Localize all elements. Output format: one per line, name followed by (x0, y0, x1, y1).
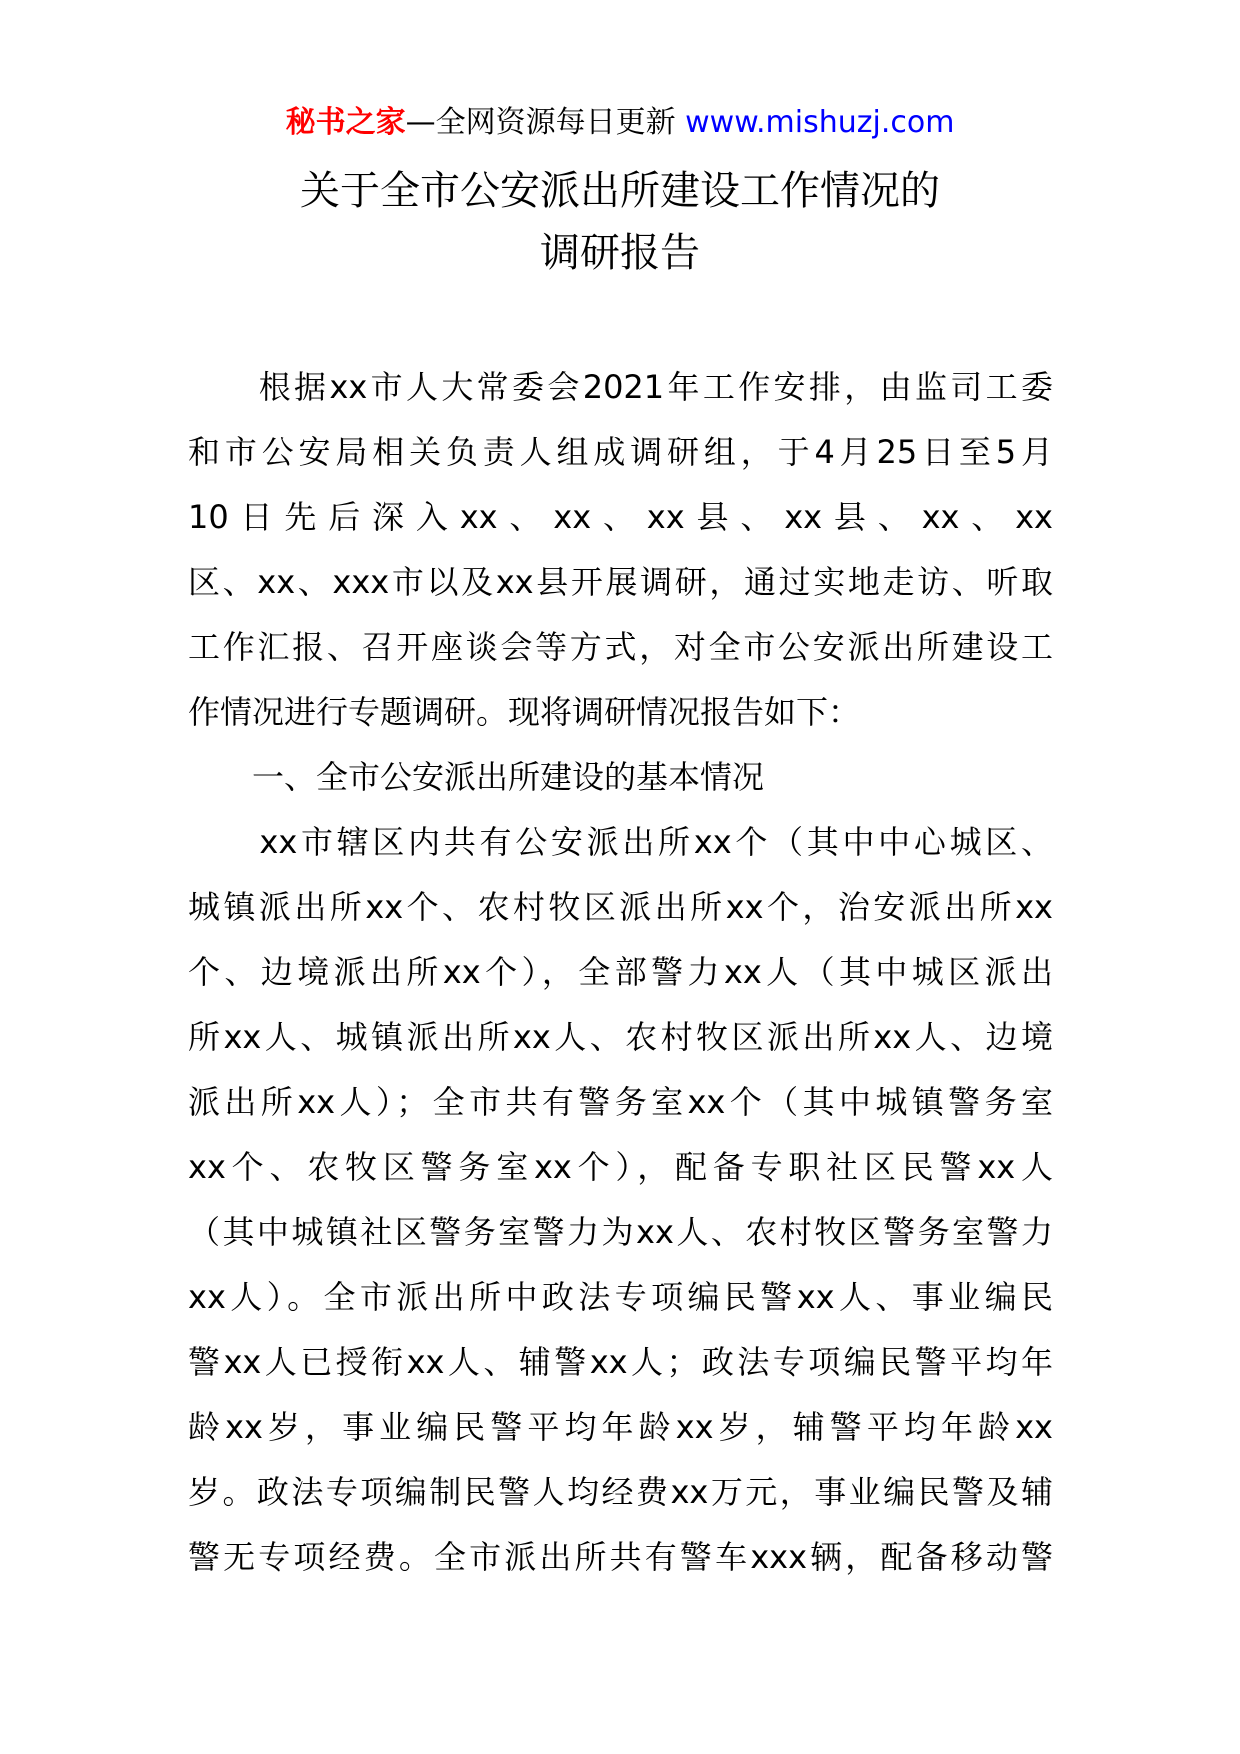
section-heading: 一、全市公安派出所建设的基本情况 (188, 758, 765, 796)
body-line: 和市公安局相关负责人组成调研组，于4月25日至5月 (188, 433, 1053, 471)
body-line: 10日先后深入xx、xx、xx县、xx县、xx、xx (188, 498, 1053, 536)
body-line: xx市辖区内共有公安派出所xx个（其中中心城区、 (188, 823, 1053, 861)
header-tagline: —全网资源每日更新 (405, 105, 676, 140)
site-url-link[interactable]: www.mishuzj.com (685, 105, 955, 140)
document-body (188, 355, 1053, 1590)
title-line-1: 关于全市公安派出所建设工作情况的 (300, 168, 940, 214)
body-line: 根据xx市人大常委会2021年工作安排，由监司工委 (188, 368, 1053, 406)
body-line: （其中城镇社区警务室警力为xx人、农村牧区警务室警力 (188, 1213, 1053, 1251)
body-line: 派出所xx人）；全市共有警务室xx个（其中城镇警务室 (188, 1083, 1053, 1121)
site-header (0, 100, 1240, 146)
document-title (0, 160, 1240, 284)
body-line: 个、边境派出所xx个），全部警力xx人（其中城区派出 (188, 953, 1053, 991)
title-line-2: 调研报告 (540, 230, 700, 276)
body-line: 岁。政法专项编制民警人均经费xx万元，事业编民警及辅 (188, 1473, 1053, 1511)
body-line: 工作汇报、召开座谈会等方式，对全市公安派出所建设工 (188, 628, 1053, 666)
body-line: 区、xx、xxx市以及xx县开展调研，通过实地走访、听取 (188, 563, 1053, 601)
body-line: 所xx人、城镇派出所xx人、农村牧区派出所xx人、边境 (188, 1018, 1053, 1056)
body-line: xx个、农牧区警务室xx个），配备专职社区民警xx人 (188, 1148, 1053, 1186)
brand-name: 秘书之家 (285, 105, 406, 140)
body-line: 警xx人已授衔xx人、辅警xx人；政法专项编民警平均年 (188, 1343, 1053, 1381)
body-line: xx人）。全市派出所中政法专项编民警xx人、事业编民 (188, 1278, 1053, 1316)
body-line: 城镇派出所xx个、农村牧区派出所xx个，治安派出所xx (188, 888, 1053, 926)
body-line: 警无专项经费。全市派出所共有警车xxx辆，配备移动警 (188, 1538, 1053, 1576)
body-line: 作情况进行专题调研。现将调研情况报告如下： (188, 693, 861, 731)
body-line: 龄xx岁，事业编民警平均年龄xx岁，辅警平均年龄xx (188, 1408, 1053, 1446)
